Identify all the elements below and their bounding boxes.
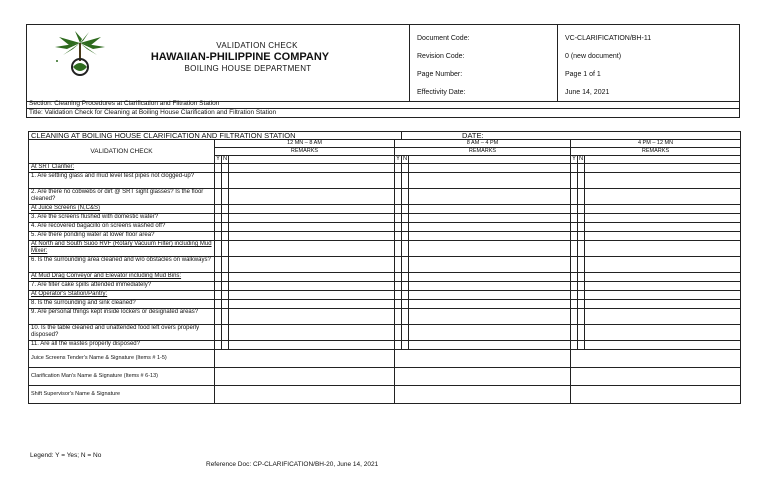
y-cell[interactable]	[571, 341, 578, 350]
n-cell[interactable]	[222, 273, 229, 282]
section-label: At Mud Drag Conveyor and Elevator including Mud Bins:	[29, 273, 215, 282]
y-cell[interactable]	[215, 309, 222, 325]
remarks-cell[interactable]	[409, 341, 571, 350]
n-cell[interactable]	[222, 241, 229, 257]
n-cell[interactable]	[222, 341, 229, 350]
y-header: Y	[396, 156, 401, 162]
y-cell[interactable]	[215, 300, 222, 309]
y-cell[interactable]	[215, 341, 222, 350]
remarks-cell[interactable]	[229, 300, 395, 309]
check-item: 10. Is the table cleaned and unattended food left overs properly disposed?	[29, 325, 215, 341]
y-header: Y	[215, 156, 220, 162]
table-heading-row	[29, 132, 741, 140]
remarks-cell[interactable]	[229, 282, 395, 291]
remarks-cell[interactable]	[409, 325, 571, 341]
remarks-cell[interactable]	[409, 205, 571, 214]
table-row	[29, 309, 741, 325]
n-header: N	[578, 156, 584, 162]
remarks-cell[interactable]	[229, 341, 395, 350]
n-header: N	[402, 156, 408, 162]
check-item: 5. Are there ponding water at lower floor area?	[29, 232, 215, 241]
y-cell[interactable]	[571, 189, 578, 205]
signature-cell[interactable]	[395, 350, 571, 368]
n-cell[interactable]	[578, 214, 585, 223]
remarks-cell[interactable]	[585, 282, 741, 291]
n-cell[interactable]	[402, 282, 409, 291]
remarks-header-3: REMARKS	[571, 148, 741, 156]
page-number-value: Page 1 of 1	[565, 71, 601, 78]
y-cell[interactable]	[215, 241, 222, 257]
section-label: At Operator's Station/Pantry:	[29, 291, 215, 300]
check-item: 7. Are filter cake spills attended immediately?	[29, 282, 215, 291]
y-cell[interactable]	[395, 341, 402, 350]
shift-1-header: 12 MN – 8 AM	[215, 140, 395, 148]
shift-3-header: 4 PM – 12 MN	[571, 140, 741, 148]
remarks-cell[interactable]	[229, 223, 395, 232]
n-cell[interactable]	[222, 173, 229, 189]
table-row	[29, 341, 741, 350]
remarks-cell[interactable]	[229, 241, 395, 257]
remarks-cell[interactable]	[409, 291, 571, 300]
n-cell[interactable]	[578, 189, 585, 205]
remarks-cell[interactable]	[229, 214, 395, 223]
y-cell[interactable]	[395, 189, 402, 205]
y-cell[interactable]	[215, 325, 222, 341]
check-item: 2. Are there no cobwebs or dirt @ SRT sight glasses? Is the floor cleaned?	[29, 189, 215, 205]
y-cell[interactable]	[571, 282, 578, 291]
n-cell[interactable]	[222, 282, 229, 291]
remarks-cell[interactable]	[585, 257, 741, 273]
n-cell[interactable]	[578, 282, 585, 291]
remarks-cell[interactable]	[585, 241, 741, 257]
y-cell[interactable]	[395, 241, 402, 257]
n-cell[interactable]	[402, 291, 409, 300]
check-item: 11. Are all the wastes properly disposed?	[29, 341, 215, 350]
remarks-cell[interactable]	[409, 273, 571, 282]
remarks-cell[interactable]	[585, 273, 741, 282]
y-cell[interactable]	[215, 189, 222, 205]
remarks-cell[interactable]	[229, 257, 395, 273]
check-item: 1. Are settling glass and mud level test pipes not clogged-up?	[29, 173, 215, 189]
signature-label: Clarification Man's Name & Signature (Items # 6-13)	[29, 368, 215, 386]
table-row	[29, 214, 741, 223]
table-row	[29, 325, 741, 341]
validation-check-label: VALIDATION CHECK	[216, 41, 298, 50]
company-logo-icon	[49, 29, 111, 79]
n-cell[interactable]	[222, 257, 229, 273]
reference-doc: Reference Doc: CP-CLARIFICATION/BH-20, June 14, 2021	[206, 461, 379, 468]
n-cell[interactable]	[578, 232, 585, 241]
y-cell[interactable]	[215, 291, 222, 300]
y-cell[interactable]	[571, 300, 578, 309]
n-cell[interactable]	[222, 214, 229, 223]
n-cell[interactable]	[222, 291, 229, 300]
remarks-cell[interactable]	[585, 291, 741, 300]
page-number-label: Page Number:	[417, 71, 463, 78]
y-header: Y	[572, 156, 577, 162]
n-cell[interactable]	[402, 257, 409, 273]
signature-cell[interactable]	[215, 350, 395, 368]
y-cell[interactable]	[215, 223, 222, 232]
y-cell[interactable]	[571, 309, 578, 325]
signature-cell[interactable]	[571, 368, 741, 386]
remarks-cell[interactable]	[409, 232, 571, 241]
y-cell[interactable]	[395, 273, 402, 282]
section-label: At North and South Suoo RVF (Rotary Vacuum Filter) including Mud Mixer:	[29, 241, 215, 257]
revision-code-label: Revision Code:	[417, 53, 465, 60]
n-cell[interactable]	[402, 325, 409, 341]
table-row	[29, 282, 741, 291]
remarks-cell[interactable]	[585, 189, 741, 205]
remarks-cell[interactable]	[409, 223, 571, 232]
legend: Legend: Y = Yes; N = No	[30, 452, 102, 459]
table-heading: CLEANING AT BOILING HOUSE CLARIFICATION AND FILTRATION STATION	[29, 132, 402, 140]
y-cell[interactable]	[571, 257, 578, 273]
remarks-cell[interactable]	[229, 309, 395, 325]
y-cell[interactable]	[395, 309, 402, 325]
remarks-cell[interactable]	[229, 291, 395, 300]
remarks-cell[interactable]	[585, 173, 741, 189]
signature-cell[interactable]	[395, 386, 571, 404]
y-cell[interactable]	[571, 291, 578, 300]
doc-code-value: VC-CLARIFICATION/BH-11	[565, 35, 652, 42]
y-cell[interactable]	[571, 214, 578, 223]
remarks-cell[interactable]	[229, 189, 395, 205]
y-cell[interactable]	[215, 205, 222, 214]
remarks-cell[interactable]	[585, 232, 741, 241]
check-item: 4. Are recovered bagacillo on screens washed off?	[29, 223, 215, 232]
remarks-cell[interactable]	[229, 325, 395, 341]
signature-row	[29, 350, 741, 368]
n-cell[interactable]	[402, 223, 409, 232]
title-text: Title: Validation Check for Cleaning at Boiling House Clarification and Filtration Station	[29, 109, 277, 116]
table-row	[29, 189, 741, 205]
y-cell[interactable]	[571, 232, 578, 241]
remarks-cell[interactable]	[409, 164, 571, 173]
y-cell[interactable]	[215, 282, 222, 291]
n-cell[interactable]	[402, 173, 409, 189]
remarks-cell[interactable]	[229, 205, 395, 214]
department-name: BOILING HOUSE DEPARTMENT	[184, 64, 312, 73]
remarks-cell[interactable]	[585, 325, 741, 341]
y-cell[interactable]	[215, 173, 222, 189]
table-section-row	[29, 205, 741, 214]
remarks-header-1: REMARKS	[215, 148, 395, 156]
signature-cell[interactable]	[571, 386, 741, 404]
signature-label: Juice Screens Tender's Name & Signature (Items # 1-5)	[29, 350, 215, 368]
n-cell[interactable]	[578, 241, 585, 257]
n-cell[interactable]	[578, 173, 585, 189]
n-cell[interactable]	[402, 164, 409, 173]
remarks-cell[interactable]	[409, 300, 571, 309]
section-label: At Juice Screens (N,C&S)	[29, 205, 215, 214]
y-cell[interactable]	[571, 241, 578, 257]
remarks-cell[interactable]	[409, 214, 571, 223]
n-cell[interactable]	[222, 300, 229, 309]
n-cell[interactable]	[578, 291, 585, 300]
n-cell[interactable]	[578, 273, 585, 282]
remarks-cell[interactable]	[585, 214, 741, 223]
check-item: 3. Are the screens flushed with domestic water?	[29, 214, 215, 223]
remarks-cell[interactable]	[229, 273, 395, 282]
y-cell[interactable]	[571, 173, 578, 189]
title-row	[26, 109, 740, 118]
table-row	[29, 300, 741, 309]
n-cell[interactable]	[222, 189, 229, 205]
table-row	[29, 173, 741, 189]
remarks-cell[interactable]	[409, 309, 571, 325]
n-cell[interactable]	[578, 341, 585, 350]
n-cell[interactable]	[222, 232, 229, 241]
n-cell[interactable]	[402, 341, 409, 350]
y-cell[interactable]	[215, 273, 222, 282]
y-cell[interactable]	[215, 232, 222, 241]
signature-row	[29, 368, 741, 386]
validation-table	[28, 131, 741, 404]
section-text: Section: Cleaning Procedures at Clarification and Filtration Station	[29, 100, 220, 107]
y-cell[interactable]	[395, 300, 402, 309]
table-section-row	[29, 241, 741, 257]
effectivity-date-value: June 14, 2021	[565, 89, 610, 96]
document-header	[26, 24, 740, 102]
company-name: HAWAIIAN-PHILIPPINE COMPANY	[150, 51, 330, 63]
y-cell[interactable]	[395, 173, 402, 189]
y-cell[interactable]	[395, 214, 402, 223]
n-cell[interactable]	[578, 223, 585, 232]
n-cell[interactable]	[578, 164, 585, 173]
doc-code-label: Document Code:	[417, 35, 470, 42]
validation-check-header: VALIDATION CHECK	[29, 140, 215, 164]
remarks-cell[interactable]	[585, 223, 741, 232]
remarks-cell[interactable]	[229, 232, 395, 241]
table-section-row	[29, 273, 741, 282]
n-cell[interactable]	[402, 241, 409, 257]
y-cell[interactable]	[215, 257, 222, 273]
n-cell[interactable]	[402, 232, 409, 241]
n-cell[interactable]	[222, 309, 229, 325]
remarks-cell[interactable]	[409, 282, 571, 291]
n-cell[interactable]	[402, 205, 409, 214]
remarks-cell[interactable]	[229, 173, 395, 189]
revision-code-value: 0 (new document)	[565, 53, 622, 60]
y-cell[interactable]	[571, 223, 578, 232]
remarks-cell[interactable]	[409, 189, 571, 205]
n-cell[interactable]	[402, 309, 409, 325]
y-cell[interactable]	[395, 164, 402, 173]
y-cell[interactable]	[215, 214, 222, 223]
y-cell[interactable]	[395, 291, 402, 300]
signature-cell[interactable]	[571, 350, 741, 368]
table-row	[29, 257, 741, 273]
remarks-cell[interactable]	[585, 300, 741, 309]
signature-row	[29, 386, 741, 404]
n-header: N	[222, 156, 228, 162]
n-cell[interactable]	[578, 325, 585, 341]
check-item: 9. Are personal things kept inside lockers or designated areas?	[29, 309, 215, 325]
remarks-cell[interactable]	[229, 164, 395, 173]
y-cell[interactable]	[571, 164, 578, 173]
section-label: At SRT Clarifier:	[29, 164, 215, 173]
remarks-cell[interactable]	[409, 257, 571, 273]
n-cell[interactable]	[222, 223, 229, 232]
y-cell[interactable]	[395, 257, 402, 273]
remarks-cell[interactable]	[409, 173, 571, 189]
y-cell[interactable]	[395, 282, 402, 291]
y-cell[interactable]	[571, 205, 578, 214]
n-cell[interactable]	[222, 205, 229, 214]
y-cell[interactable]	[395, 325, 402, 341]
n-cell[interactable]	[222, 164, 229, 173]
remarks-cell[interactable]	[585, 309, 741, 325]
n-cell[interactable]	[222, 325, 229, 341]
n-cell[interactable]	[578, 205, 585, 214]
remarks-cell[interactable]	[585, 164, 741, 173]
section-row	[26, 100, 740, 109]
y-cell[interactable]	[215, 164, 222, 173]
remarks-cell[interactable]	[585, 341, 741, 350]
table-section-row	[29, 291, 741, 300]
n-cell[interactable]	[578, 300, 585, 309]
check-item: 8. Is the surrounding and sink cleaned?	[29, 300, 215, 309]
n-cell[interactable]	[578, 257, 585, 273]
table-section-row	[29, 164, 741, 173]
n-cell[interactable]	[402, 273, 409, 282]
n-cell[interactable]	[402, 300, 409, 309]
y-cell[interactable]	[571, 325, 578, 341]
signature-cell[interactable]	[215, 368, 395, 386]
remarks-cell[interactable]	[409, 241, 571, 257]
y-cell[interactable]	[571, 273, 578, 282]
signature-cell[interactable]	[215, 386, 395, 404]
signature-cell[interactable]	[395, 368, 571, 386]
shift-2-header: 8 AM – 4 PM	[395, 140, 571, 148]
y-cell[interactable]	[395, 223, 402, 232]
effectivity-date-label: Effectivity Date:	[417, 89, 466, 96]
signature-label: Shift Supervisor's Name & Signature	[29, 386, 215, 404]
n-cell[interactable]	[402, 214, 409, 223]
table-row	[29, 223, 741, 232]
check-item: 6. Is the surrounding area cleaned and w/o obstacles on walkways?	[29, 257, 215, 273]
table-row	[29, 232, 741, 241]
y-cell[interactable]	[395, 205, 402, 214]
n-cell[interactable]	[402, 189, 409, 205]
y-cell[interactable]	[395, 232, 402, 241]
n-cell[interactable]	[578, 309, 585, 325]
remarks-header-2: REMARKS	[395, 148, 571, 156]
date-label: DATE:	[402, 132, 741, 140]
remarks-cell[interactable]	[585, 205, 741, 214]
